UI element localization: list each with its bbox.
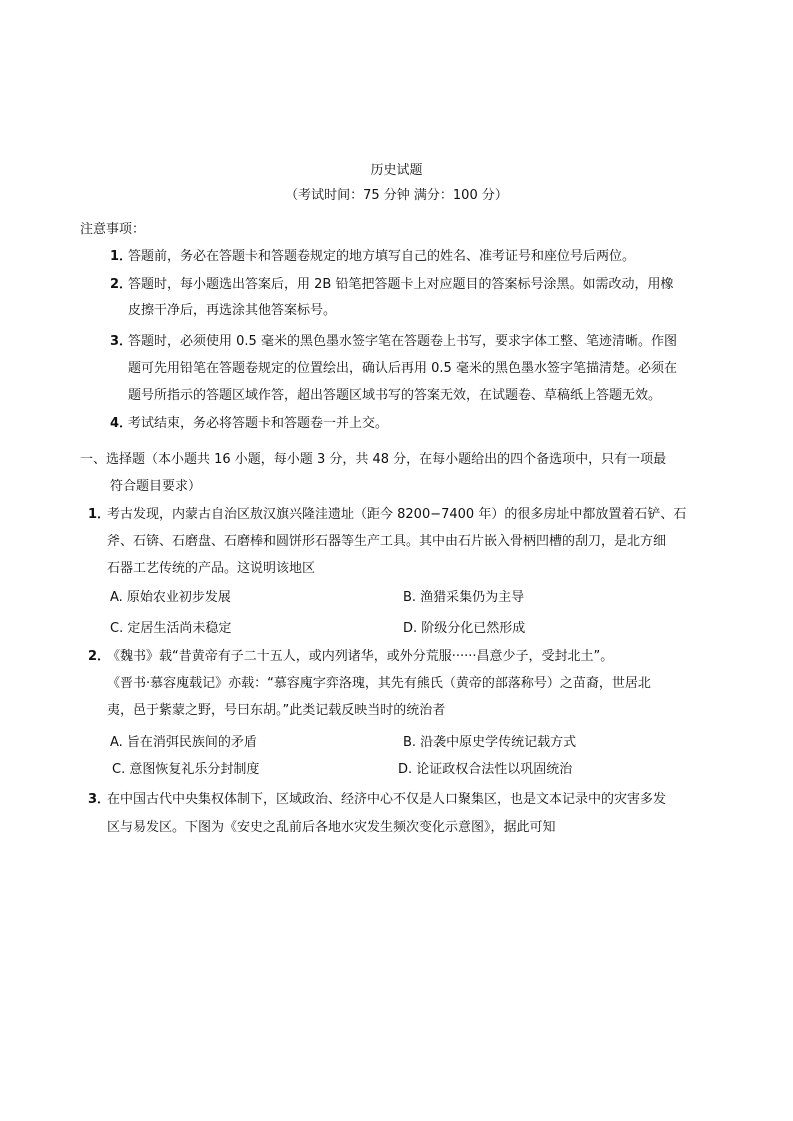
question-text: 石器工艺传统的产品。这说明该地区 — [107, 561, 316, 576]
question-text: 《晋书·慕容廆载记》亦载：“慕容廆字弈洛瑰，其先有熊氏（黄帝的部落称号）之苗裔，世居北 — [107, 676, 651, 691]
page-title: 历史试题 — [370, 163, 423, 178]
note-number: 2． — [110, 277, 133, 292]
notes-heading: 注意事项： — [80, 222, 146, 237]
note-number: 3． — [110, 334, 133, 349]
option-c: C. 定居生活尚未稳定 — [110, 621, 232, 636]
section-line: 一、选择题（本小题共 16 小题，每小题 3 分，共 48 分，在每小题给出的四个备选项中，只有一项最 — [80, 452, 667, 467]
section-line: 符合题目要求） — [110, 479, 202, 494]
question-text: 斧、石锛、石磨盘、石磨棒和圆饼形石器等生产工具。其中由石片嵌入骨柄凹槽的刮刀，是北方细 — [107, 534, 667, 549]
option-b: B. 沿袭中原史学传统记载方式 — [403, 735, 577, 750]
question-text: 《魏书》载“昔黄帝有子二十五人，或内列诸华，或外分荒服······昌意少子，受封北土”。 — [107, 649, 614, 664]
note-text: 题可先用铅笔在答题卷规定的位置绘出，确认后再用 0.5 毫米的黑色墨水签字笔描清楚。必须在 — [128, 361, 677, 376]
question-text: 在中国古代中央集权体制下，区域政治、经济中心不仅是人口聚集区，也是文本记录中的灾害多发 — [107, 792, 667, 807]
option-a: A. 原始农业初步发展 — [110, 590, 231, 605]
note-text: 答题时，必须使用 0.5 毫米的黑色墨水签字笔在答题卷上书写，要求字体工整、笔迹清晰。作图 — [128, 334, 677, 349]
question-number: 2． — [88, 649, 111, 664]
question-number: 3． — [88, 792, 111, 807]
note-text: 考试结束，务必将答题卡和答题卷一并上交。 — [128, 416, 389, 431]
question-text: 考古发现，内蒙古自治区敖汉旗兴隆洼遗址（距今 8200−7400 年）的很多房址中都放置着石铲、石 — [107, 507, 687, 522]
question-number: 1． — [88, 507, 111, 522]
note-number: 1． — [110, 249, 133, 264]
question-text: 夷，邑于紫蒙之野，号曰东胡。”此类记载反映当时的统治者 — [107, 703, 446, 718]
note-text: 答题前，务必在答题卡和答题卷规定的地方填写自己的姓名、准考证号和座位号后两位。 — [128, 249, 636, 264]
option-d: D. 论证政权合法性以巩固统治 — [398, 762, 573, 777]
option-b: B. 渔猎采集仍为主导 — [403, 590, 525, 605]
note-text: 题号所指示的答题区域作答，超出答题区域书写的答案无效，在试题卷、草稿纸上答题无效。 — [128, 388, 662, 403]
note-text: 答题时，每小题选出答案后，用 2B 铅笔把答题卡上对应题目的答案标号涂黑。如需改动，用橡 — [128, 277, 674, 292]
option-d: D. 阶级分化已然形成 — [403, 621, 526, 636]
note-number: 4． — [110, 416, 133, 431]
exam-info: （考试时间：75 分钟 满分：100 分） — [285, 188, 508, 203]
option-a: A. 旨在消弭民族间的矛盾 — [110, 735, 257, 750]
option-c: C. 意图恢复礼乐分封制度 — [112, 762, 260, 777]
note-text: 皮擦干净后，再选涂其他答案标号。 — [128, 303, 337, 318]
question-text: 区与易发区。下图为《安史之乱前后各地水灾发生频次变化示意图》，据此可知 — [107, 820, 556, 835]
